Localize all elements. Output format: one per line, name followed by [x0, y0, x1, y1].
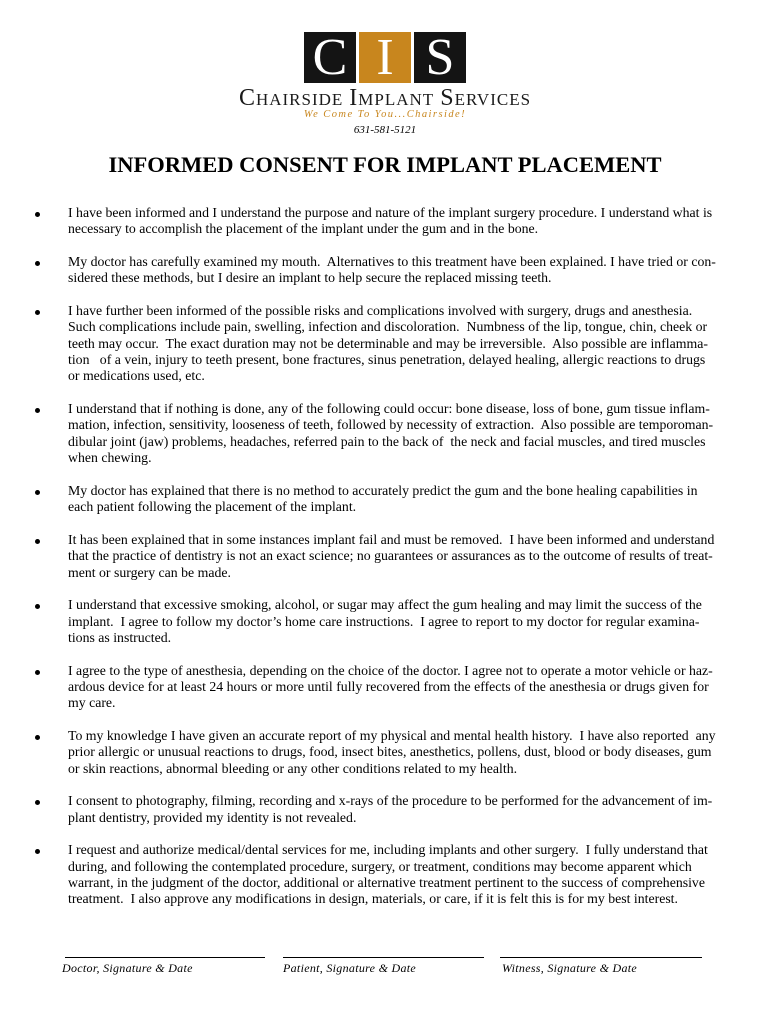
consent-line: plant dentistry, provided my identity is not revealed.	[68, 809, 357, 825]
consent-line: I have further been informed of the possible risks and complications involved with surgery, drugs and anesthesia.	[68, 303, 693, 319]
document-title: INFORMED CONSENT FOR IMPLANT PLACEMENT	[108, 152, 662, 177]
consent-item	[0, 254, 770, 287]
company-tagline: We Come To You...Chairside!	[303, 109, 467, 120]
consent-line: I understand that if nothing is done, any of the following could occur: bone disease, loss of bone, gum tissue inflam-	[68, 401, 710, 417]
consent-line: warrant, in the judgment of the doctor, additional or alternative treatment pertinent to the success of comprehensive	[68, 875, 705, 891]
consent-line: when chewing.	[68, 450, 152, 466]
consent-line: each patient following the placement of the implant.	[68, 499, 357, 515]
logo-letter-c: C	[304, 32, 356, 83]
consent-item	[0, 793, 770, 826]
patient-signature-line	[283, 957, 484, 958]
consent-line: I agree to the type of anesthesia, depending on the choice of the doctor. I agree not to operate a motor vehicle or haz-	[68, 662, 713, 678]
consent-item	[0, 303, 770, 385]
consent-line: Such complications include pain, swelling, infection and discoloration. Numbness of the lip, tongue, chin, cheek or	[68, 319, 708, 335]
consent-line: teeth may occur. The exact duration may not be determinable and may be irreversible. Also possible are inflamma-	[68, 335, 708, 351]
consent-list	[0, 205, 770, 924]
consent-line: My doctor has carefully examined my mouth. Alternatives to this treatment have been explained. I have tried or con-	[68, 254, 716, 270]
consent-line: treatment. I also approve any modifications in design, materials, or care, if it is felt this is for my best interest.	[68, 891, 678, 907]
consent-line: I understand that excessive smoking, alcohol, or sugar may affect the gum healing and may limit the success of the	[68, 597, 702, 613]
doctor-signature-label: Doctor, Signature & Date	[62, 961, 193, 975]
consent-line: ardous device for at least 24 hours or more until fully recovered from the effects of the anesthesia or drugs given for	[68, 678, 709, 694]
consent-line: My doctor has explained that there is no method to accurately predict the gum and the bone healing capabilities in	[68, 482, 698, 498]
company-logo	[304, 32, 466, 83]
consent-item	[0, 597, 770, 646]
consent-line: ment or surgery can be made.	[68, 564, 231, 580]
consent-line: necessary to accomplish the placement of the implant under the gum and in the bone.	[68, 221, 539, 237]
consent-line: I have been informed and I understand the purpose and nature of the implant surgery procedure. I understand what is	[68, 205, 713, 220]
consent-line: It has been explained that in some instances implant fail and must be removed. I have been informed and understand	[68, 531, 715, 547]
consent-line: I request and authorize medical/dental services for me, including implants and other surgery. I fully understand that	[68, 842, 708, 858]
consent-line: my care.	[68, 695, 116, 711]
company-name-word: SERVICES	[440, 85, 532, 111]
patient-signature-label: Patient, Signature & Date	[283, 961, 417, 975]
company-name-word: IMPLANT	[349, 85, 435, 111]
consent-item	[0, 532, 770, 581]
bullet-icon	[35, 212, 40, 217]
logo-letter-i: I	[359, 32, 411, 83]
consent-line: tion of a vein, injury to teeth present, bone fractures, sinus penetration, delayed healing, allergic reactions to drugs	[68, 352, 706, 368]
bullet-icon	[35, 670, 40, 675]
consent-item	[0, 205, 770, 238]
consent-line: dibular joint (jaw) problems, headaches, referred pain to the back of the neck and facial muscles, and tired muscles	[68, 433, 706, 449]
consent-line: mation, infection, sensitivity, looseness of teeth, followed by necessity of extraction. Also possible are temporoman-	[68, 417, 714, 433]
consent-line: that the practice of dentistry is not an exact science; no guarantees or assurances as to the outcome of results of treat-	[68, 548, 713, 564]
consent-line: implant. I agree to follow my doctor’s home care instructions. I agree to report to my doctor for regular examina-	[68, 613, 700, 629]
consent-item	[0, 483, 770, 516]
consent-line: or medications used, etc.	[68, 368, 205, 384]
bullet-icon	[35, 735, 40, 740]
logo-letter-s: S	[414, 32, 466, 83]
consent-line: To my knowledge I have given an accurate report of my physical and mental health history. I have also reported any	[68, 728, 716, 743]
doctor-signature-line	[65, 957, 265, 958]
bullet-icon	[35, 539, 40, 544]
company-name-word: CHAIRSIDE	[238, 85, 344, 111]
bullet-icon	[35, 490, 40, 495]
witness-signature-line	[500, 957, 702, 958]
consent-item	[0, 842, 770, 907]
consent-line: during, and following the contemplated procedure, surgery, or treatment, conditions may become apparent which	[68, 858, 692, 874]
consent-item	[0, 401, 770, 466]
consent-line: prior allergic or unusual reactions to drugs, food, insect bites, anesthetics, pollens, dust, blood or body diseases, gum	[68, 744, 712, 760]
bullet-icon	[35, 261, 40, 266]
consent-line: sidered these methods, but I desire an implant to help secure the replaced missing teeth.	[68, 270, 552, 286]
consent-line: or skin reactions, abnormal bleeding or any other conditions related to my health.	[68, 760, 518, 776]
consent-item	[0, 728, 770, 777]
company-phone: 631-581-5121	[353, 124, 417, 136]
consent-line: tions as instructed.	[68, 629, 172, 645]
consent-line: I consent to photography, filming, recording and x-rays of the procedure to be performed for the advancement of im-	[68, 793, 713, 809]
consent-item	[0, 663, 770, 712]
witness-signature-label: Witness, Signature & Date	[502, 961, 638, 975]
